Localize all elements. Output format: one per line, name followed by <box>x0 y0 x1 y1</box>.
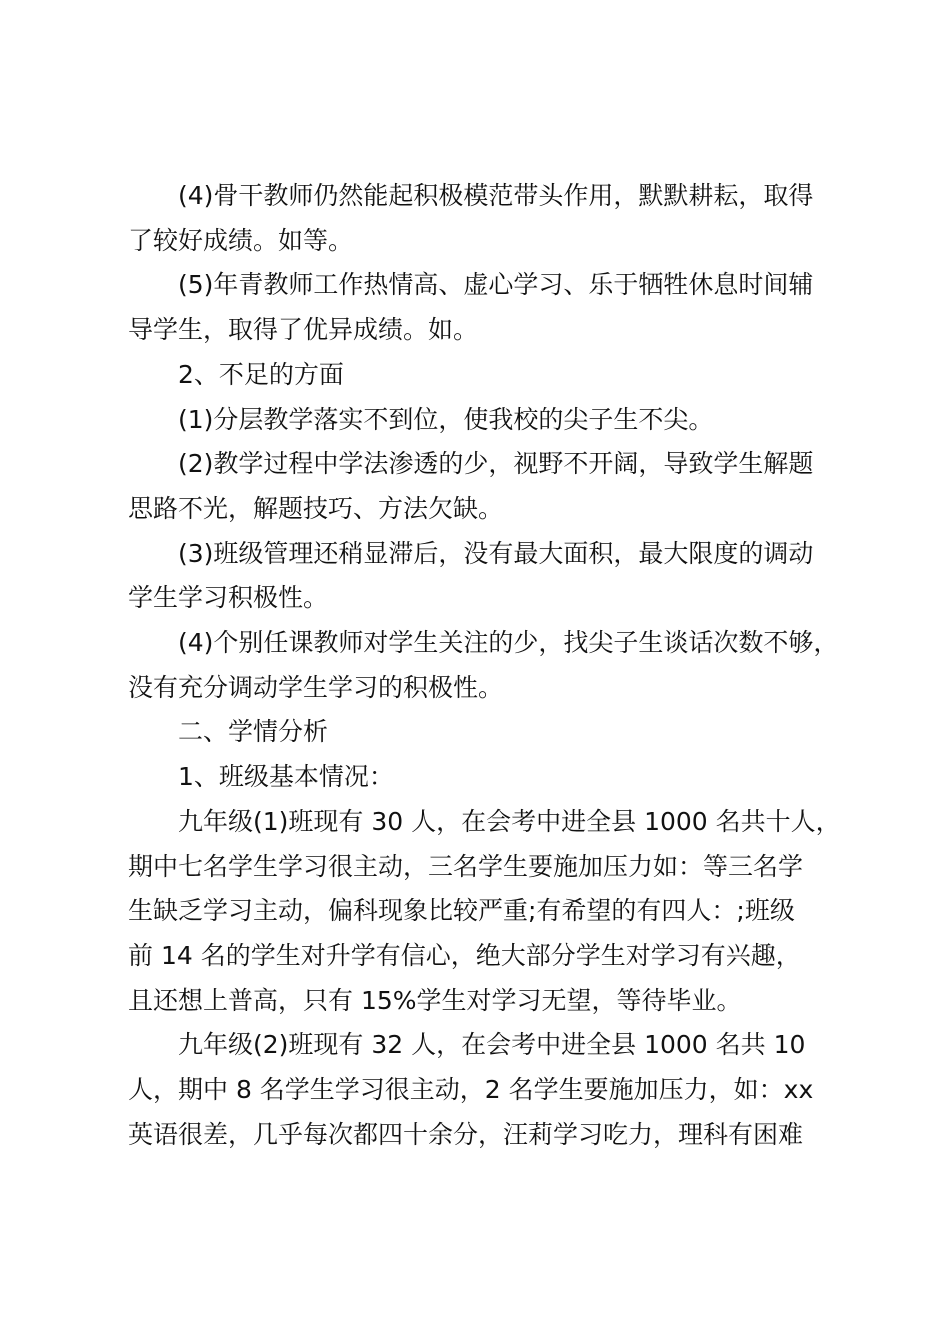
text-line: 了较好成绩。如等。 <box>128 225 354 255</box>
text-line: 2、不足的方面 <box>178 359 344 389</box>
text-line: 生缺乏学习主动，偏科现象比较严重;有希望的有四人：;班级 <box>128 896 795 926</box>
paragraph-backbone-teachers <box>128 174 833 263</box>
text-line: (2)教学过程中学法渗透的少，视野不开阔，导致学生解题 <box>178 449 814 479</box>
text-line: 人，期中 8 名学生学习很主动，2 名学生要施加压力，如：xx <box>128 1075 814 1105</box>
text-line: 且还想上普高，只有 15%学生对学习无望，等待毕业。 <box>128 985 742 1015</box>
paragraph-class-management <box>128 532 833 621</box>
text-line: (4)骨干教师仍然能起积极模范带头作用，默默耕耘，取得 <box>178 181 814 210</box>
paragraph-young-teachers <box>128 263 833 352</box>
text-line: 导学生，取得了优异成绩。如。 <box>128 315 479 345</box>
text-line: 1、班级基本情况： <box>178 762 394 792</box>
text-line: 没有充分调动学生学习的积极性。 <box>128 672 504 702</box>
text-line: 学生学习积极性。 <box>128 583 329 613</box>
paragraph-layered-teaching <box>128 398 833 443</box>
text-line: (3)班级管理还稍显滞后，没有最大面积，最大限度的调动 <box>178 538 814 568</box>
paragraph-teacher-attention <box>128 621 839 710</box>
text-line: 二、学情分析 <box>178 717 329 747</box>
paragraph-teaching-process <box>128 442 833 531</box>
document-body <box>128 174 841 1157</box>
text-line: (1)分层教学落实不到位，使我校的尖子生不尖。 <box>178 404 714 434</box>
section-heading-student-analysis <box>128 710 833 755</box>
paragraph-class-2 <box>128 1023 833 1157</box>
text-line: 思路不光，解题技巧、方法欠缺。 <box>128 493 504 523</box>
section-heading-shortcomings <box>128 353 833 398</box>
text-line: (4)个别任课教师对学生关注的少，找尖子生谈话次数不够， <box>178 628 839 658</box>
text-line: 前 14 名的学生对升学有信心，绝大部分学生对学习有兴趣， <box>128 940 801 970</box>
text-line: 九年级(2)班现有 32 人，在会考中进全县 1000 名共 10 <box>178 1030 806 1060</box>
text-line: 九年级(1)班现有 30 人，在会考中进全县 1000 名共十人， <box>178 806 841 836</box>
text-line: (5)年青教师工作热情高、虚心学习、乐于牺牲休息时间辅 <box>178 270 814 300</box>
paragraph-class-1 <box>128 800 841 1024</box>
subheading-class-basics <box>128 755 833 800</box>
text-line: 英语很差，几乎每次都四十余分，汪莉学习吃力，理科有困难 <box>128 1119 804 1149</box>
text-line: 期中七名学生学习很主动，三名学生要施加压力如：等三名学 <box>128 851 804 881</box>
